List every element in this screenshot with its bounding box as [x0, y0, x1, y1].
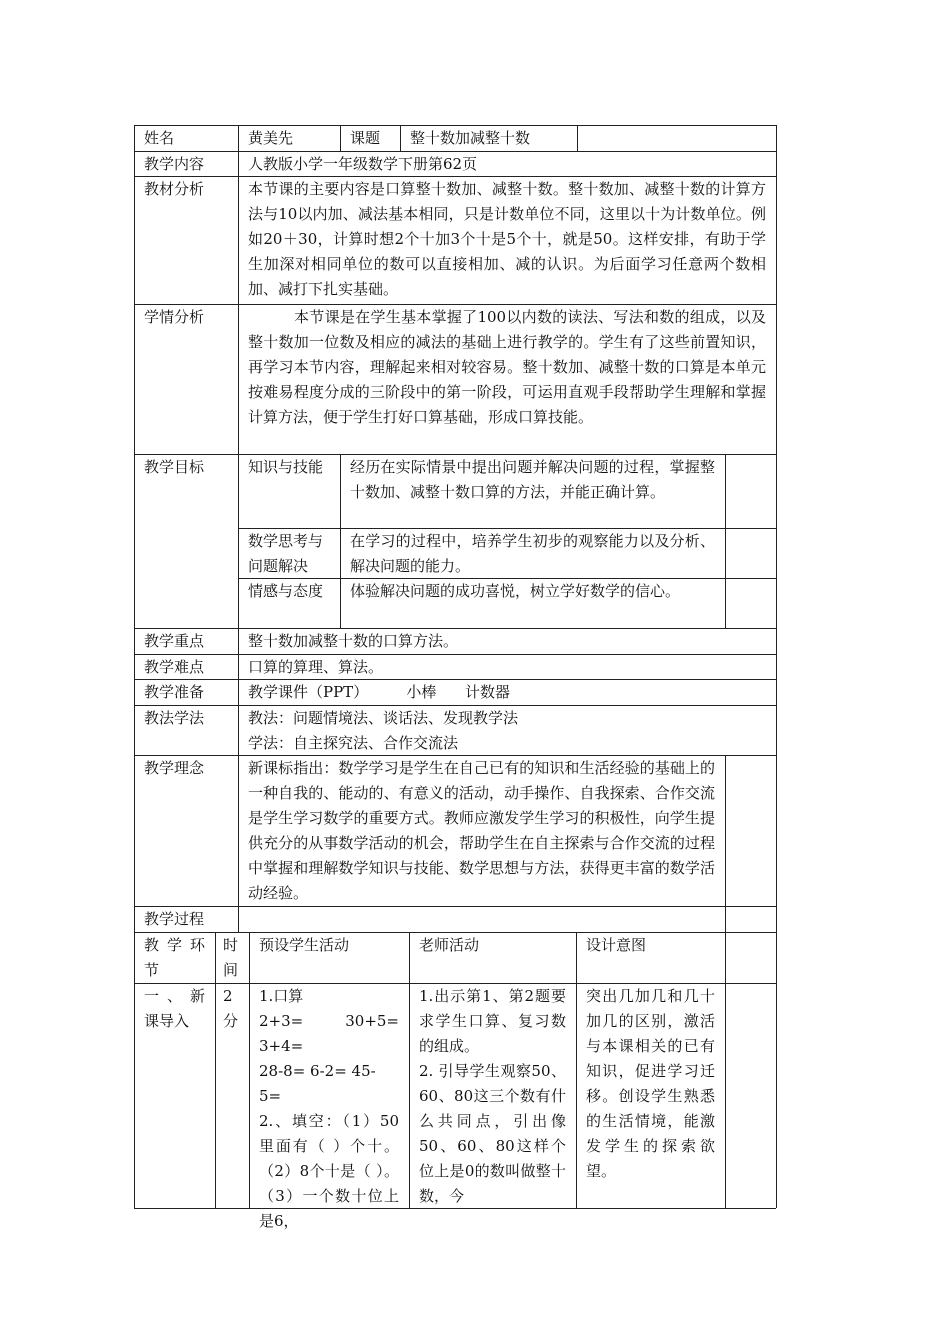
process-header-stage: 教 学 环 节: [144, 936, 205, 979]
learning-method-value: 学法：自主探究法、合作交流法: [248, 734, 459, 752]
methods-label: 教法学法: [144, 709, 205, 727]
topic-label: 课题: [350, 129, 381, 147]
concept-value: 新课标指出：数学学习是学生在自己已有的知识和生活经验的基础上的一种自我的、能动的、有意义的活动，动手操作、自我探索、合作交流是学生学习数学的重要方式。教师应激发学生学习的积极性，向学生提供充分的从事数学活动的机会，帮助学生在自主探索与合作交流的过程中掌握和理解数学知识与技能、数学思想与方法，获得更丰富的数学活动经验。: [248, 759, 715, 902]
process-header-teacher: 老师活动: [419, 936, 480, 954]
goal-attitude-label: 情感与态度: [248, 582, 324, 600]
table-border: [725, 755, 726, 1208]
material-label: 教材分析: [144, 180, 205, 198]
key-point-label: 教学重点: [144, 632, 205, 650]
goal-knowledge-label: 知识与技能: [248, 458, 324, 476]
goal-knowledge-value: 经历在实际情景中提出问题并解决问题的过程，掌握整十数加、减整十数口算的方法，并能正确计算。: [350, 458, 715, 501]
process-header-intent: 设计意图: [586, 936, 647, 954]
process-header-student: 预设学生活动: [259, 936, 350, 954]
process-label: 教学过程: [144, 910, 205, 928]
process-student-activity: 1.口算 2+3= 30+5= 3+4= 28-8= 6-2= 45- 5= 2.、填空：（1）50里面有（ ）个十。（2）8个十是（ ）。（3）一个数十位上是6，: [259, 987, 399, 1230]
goal-attitude-value: 体验解决问题的成功喜悦，树立学好数学的信心。: [350, 582, 681, 600]
material-value: 本节课的主要内容是口算整十数加、减整十数。整十数加、减整十数的计算方法与10以内加、减法基本相同，只是计数单位不同，这里以十为计数单位。例如20＋30，计算时想2个十加3个十是5个十，就是50。这样安排，有助于学生加深对相同单位的数可以直接相加、减的认识。为后面学习任意两个数相加、减打下扎实基础。: [248, 180, 766, 298]
name-value: 黄美先: [248, 129, 294, 147]
preparation-value: 教学课件（PPT） 小棒 计数器: [248, 683, 510, 701]
process-header-time: 时间: [223, 936, 239, 979]
topic-value: 整十数加减整十数: [410, 129, 531, 147]
goals-label: 教学目标: [144, 458, 205, 476]
student-analysis-label: 学情分析: [144, 308, 205, 326]
teaching-method-value: 教法：问题情境法、谈话法、发现教学法: [248, 709, 519, 727]
process-design-intent: 突出几加几和几十加几的区别，激活与本课相关的已有知识，促进学习迁移。创设学生熟悉的生活情境，能激发学生的探索欲望。: [586, 987, 715, 1180]
process-teacher-activity: 1.出示第1、第2题要求学生口算、复习数的组成。 2. 引导学生观察50、60、80这三个数有什么共同点，引出像50、60、80这样个位上是0的数叫做整十数，今: [419, 987, 566, 1205]
concept-label: 教学理念: [144, 759, 205, 777]
goal-thinking-label: 数学思考与问题解决: [248, 532, 324, 575]
content-label: 教学内容: [144, 155, 205, 173]
difficulty-label: 教学难点: [144, 658, 205, 676]
goal-thinking-value: 在学习的过程中，培养学生初步的观察能力以及分析、解决问题的能力。: [350, 532, 715, 575]
content-value: 人教版小学一年级数学下册第62页: [248, 155, 478, 173]
table-border: [776, 125, 777, 1208]
student-analysis-value: 本节课是在学生基本掌握了100以内数的读法、写法和数的组成，以及整十数加一位数及相应的减法的基础上进行教学的。学生有了这些前置知识，再学习本节内容，理解起来相对较容易。整十数加、减整十数的口算是本单元按难易程度分成的三阶段中的第一阶段，可运用直观手段帮助学生理解和掌握计算方法，便于学生打好口算基础，形成口算技能。: [248, 308, 766, 426]
process-stage: 一 、 新课导入: [144, 987, 205, 1030]
preparation-label: 教学准备: [144, 683, 205, 701]
difficulty-value: 口算的算理、算法。: [248, 658, 384, 676]
key-point-value: 整十数加减整十数的口算方法。: [248, 632, 459, 650]
name-label: 姓名: [144, 129, 175, 147]
table-border: [577, 125, 578, 151]
process-time: 2分: [223, 987, 239, 1030]
table-border: [725, 454, 726, 628]
